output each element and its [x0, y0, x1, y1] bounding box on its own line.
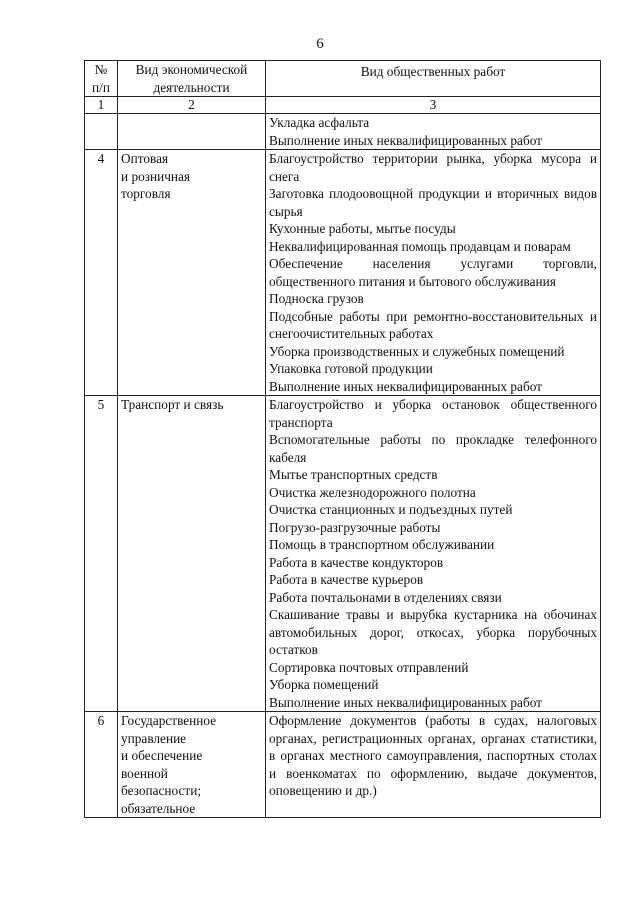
table-header-row — [85, 61, 601, 97]
column-number-row — [85, 97, 601, 114]
work-types-list — [266, 712, 601, 818]
work-item: Работа в качестве кондукторов — [269, 554, 444, 570]
work-item: Помощь в транспортном обслуживании — [269, 537, 495, 552]
header-activity-type: Вид экономической деятельности — [118, 61, 266, 97]
activity-type: Транспорт и связь — [118, 396, 266, 712]
table-body — [85, 114, 601, 818]
column-number: 1 — [85, 97, 118, 114]
work-item: Кухонные работы, мытье посуды — [269, 221, 456, 236]
header-work-type: Вид общественных работ — [266, 61, 601, 97]
activity-type: Государственное управление и обеспечение военной безопасности; обязательное — [118, 712, 266, 818]
work-types-list — [266, 150, 601, 396]
work-item: Очистка станционных и подъездных путей — [269, 502, 513, 517]
row-number: 5 — [85, 396, 118, 712]
work-item: Уборка помещений — [269, 677, 379, 692]
work-item: Укладка асфальта — [269, 115, 370, 130]
work-item: Мытье транспортных средств — [269, 467, 438, 482]
work-item: Вспомогательные работы по прокладке телефонного кабеля — [269, 432, 597, 465]
page-number: 6 — [316, 36, 324, 52]
work-item: Скашивание травы и вырубка кустарника на обочинах автомобильных дорог, откосах, уборка порубочных остатков — [269, 607, 597, 657]
column-number: 2 — [118, 97, 266, 114]
work-item: Благоустройство и уборка остановок общественного транспорта — [269, 397, 597, 430]
work-item: Оформление документов (работы в судах, налоговых органах, регистрационных органах, органах статистики, в органах местного самоуправления, паспортных столах и военкоматах по оформлению, выдаче документов, оповещению и др.) — [269, 713, 597, 798]
work-item: Упаковка готовой продукции — [269, 361, 433, 376]
work-item: Подсобные работы при ремонтно-восстановительных и снегоочистительных работах — [269, 308, 597, 341]
work-item: Заготовка плодоовощной продукции и вторичных видов сырья — [269, 186, 597, 219]
work-item: Уборка производственных и служебных помещений — [269, 343, 565, 359]
activity-type — [118, 114, 266, 150]
table-row — [85, 396, 601, 712]
work-item: Работа почтальонами в отделениях связи — [269, 589, 502, 605]
table-row — [85, 114, 601, 150]
work-item: Подноска грузов — [269, 291, 364, 306]
work-types-list — [266, 396, 601, 712]
work-item: Выполнение иных неквалифицированных работ — [269, 694, 542, 710]
work-item: Неквалифицированная помощь продавцам и поварам — [269, 238, 571, 254]
table-row — [85, 712, 601, 818]
column-number: 3 — [266, 97, 601, 114]
row-number: 6 — [85, 712, 118, 818]
work-item: Работа в качестве курьеров — [269, 572, 424, 587]
activity-type: Оптовая и розничная торговля — [118, 150, 266, 396]
work-item: Выполнение иных неквалифицированных работ — [269, 378, 542, 394]
work-types-list — [266, 114, 601, 150]
work-item: Погрузо-разгрузочные работы — [269, 519, 441, 535]
row-number: 4 — [85, 150, 118, 396]
work-item: Выполнение иных неквалифицированных работ — [269, 132, 542, 148]
row-number — [85, 114, 118, 150]
header-number: № п/п — [85, 61, 118, 97]
table-row — [85, 150, 601, 396]
work-item: Благоустройство территории рынка, уборка мусора и снега — [269, 151, 597, 184]
work-item: Обеспечение населения услугами торговли, общественного питания и бытового обслуживания — [269, 256, 597, 289]
work-item: Сортировка почтовых отправлений — [269, 659, 469, 675]
work-item: Очистка железнодорожного полотна — [269, 484, 476, 500]
public-works-table — [84, 60, 601, 818]
